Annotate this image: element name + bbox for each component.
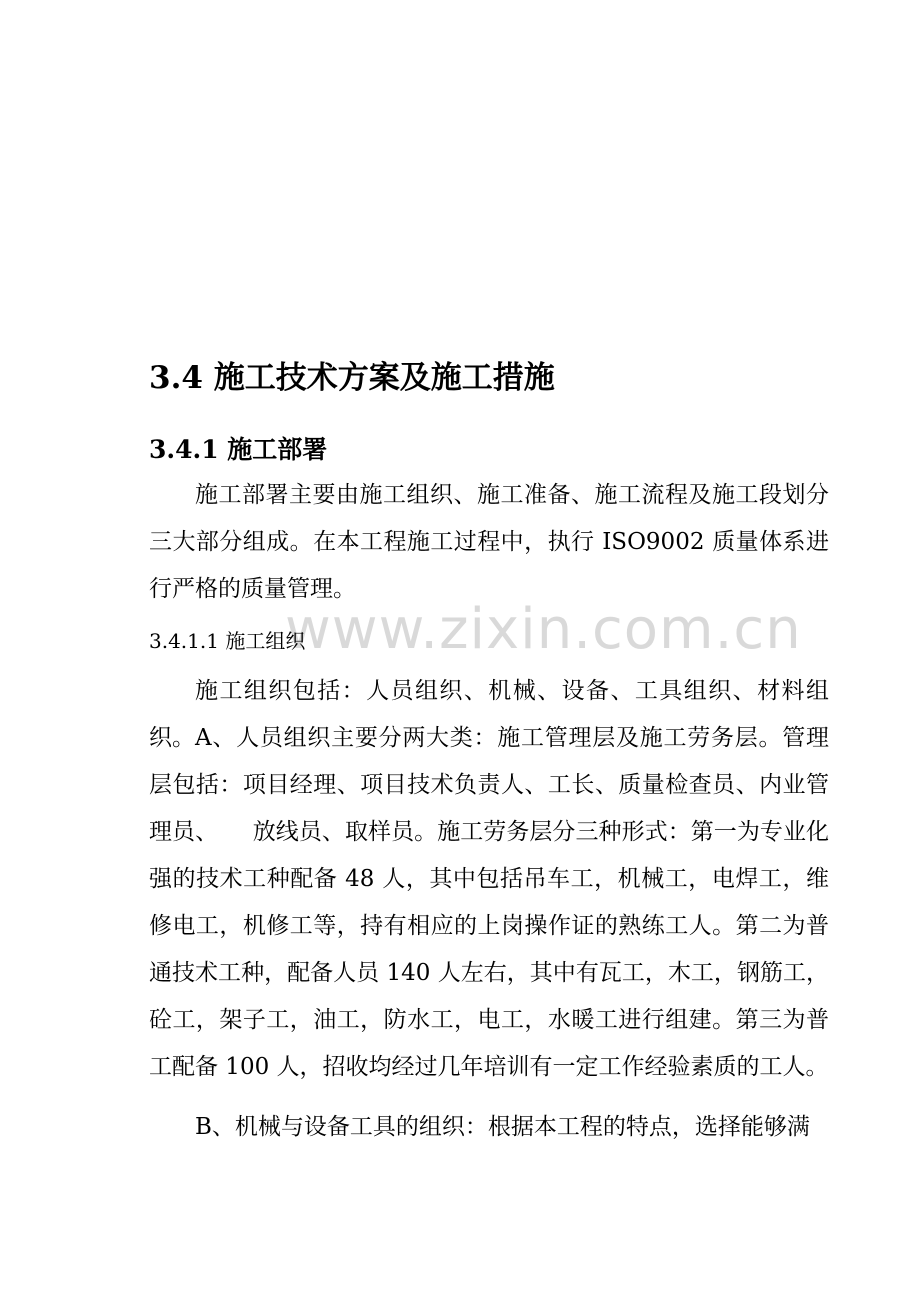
intro-paragraph: 施工部署主要由施工组织、施工准备、施工流程及施工段划分三大部分组成。在本工程施工过程中，执行 ISO9002 质量体系进行严格的质量管理。	[149, 482, 829, 602]
section-title: 3.4 施工技术方案及施工措施	[149, 360, 555, 396]
organization-heading: 3.4.1.1 施工组织	[149, 629, 306, 653]
machinery-paragraph: B、机械与设备工具的组织：根据本工程的特点，选择能够满	[195, 1114, 810, 1140]
watermark: www.zixin.com.cn	[285, 597, 802, 662]
organization-summary-paragraph: 施工组织包括：人员组织、机械、设备、工具组织、材料组织。	[149, 678, 829, 751]
personnel-paragraph: A、人员组织主要分两大类：施工管理层及施工劳务层。管理层包括：项目经理、项目技术负责人、工长、质量检查员、内业管理员、 放线员、取样员。施工劳务层分三种形式：第一为专业化强的技术工种配备 48 人，其中包括吊车工，机械工，电焊工，维修电工，机修工等，持有相应的上岗操作证的熟练工人。第二为普通技术工种，配备人员 140 人左右，其中有瓦工，木工，钢筋工，砼工，架子工，油工，防水工，电工，水暖工进行组建。第三为普工配备 100 人，招收均经过几年培训有一定工作经验素质的工人。	[149, 725, 829, 1080]
subsection-title: 3.4.1 施工部署	[149, 435, 328, 464]
